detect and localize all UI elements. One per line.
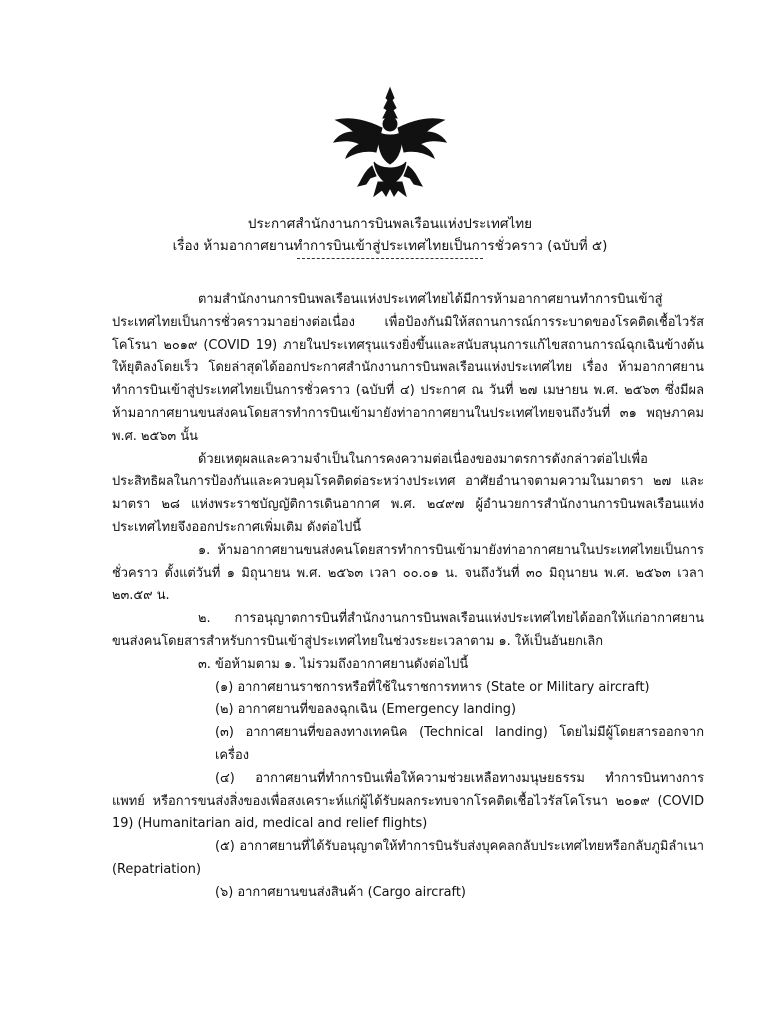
exemption-4: (๔) อากาศยานที่ทำการบินเพื่อให้ความช่วยเหลือทางมนุษยธรรม ทำการบินทางการแพทย์ หรือการขนส่งสิ่งของเพื่อสงเคราะห์แก่ผู้ได้รับผลกระทบจากโรคติดเชื้อไวรัสโคโรนา ๒๐๑๙ (COVID 19) (Humanitarian aid, medical and relief flights) <box>112 770 704 832</box>
exemption-6: (๖) อากาศยานขนส่งสินค้า (Cargo aircraft) <box>215 884 466 900</box>
paragraph-2: ด้วยเหตุผลและความจำเป็นในการคงความต่อเนื่องของมาตรการดังกล่าวต่อไปเพื่อประสิทธิผลในการป้องกันและควบคุมโรคติดต่อระหว่างประเทศ อาศัยอำนาจตามความในมาตรา ๒๗ และมาตรา ๒๘ แห่งพระราชบัญญัติการเดินอากาศ พ.ศ. ๒๔๙๗ ผู้อำนวยการสำนักงานการบินพลเรือนแห่งประเทศไทยจึงออกประกาศเพิ่มเติม ดังต่อไปนี้ <box>112 451 704 535</box>
clause-1: ๑. ห้ามอากาศยานขนส่งคนโดยสารทำการบินเข้ามายังท่าอากาศยานในประเทศไทยเป็นการชั่วคราว ตั้งแต่วันที่ ๑ มิถุนายน พ.ศ. ๒๕๖๓ เวลา ๐๐.๐๑ น. จนถึงวันที่ ๓๐ มิถุนายน พ.ศ. ๒๕๖๓ เวลา ๒๓.๕๙ น. <box>112 542 704 604</box>
announcement-body <box>112 289 704 905</box>
clause-3: ๓. ข้อห้ามตาม ๑. ไม่รวมถึงอากาศยานดังต่อไปนี้ <box>198 656 469 672</box>
exemption-5: (๕) อากาศยานที่ได้รับอนุญาตให้ทำการบินรับส่งบุคคลกลับประเทศไทยหรือกลับภูมิลำเนา (Repatriation) <box>112 839 704 877</box>
announcement-subject: เรื่อง ห้ามอากาศยานทำการบินเข้าสู่ประเทศไทยเป็นการชั่วคราว (ฉบับที่ ๕) <box>172 238 608 254</box>
exemption-2: (๒) อากาศยานที่ขอลงฉุกเฉิน (Emergency landing) <box>215 702 517 718</box>
exemption-1: (๑) อากาศยานราชการหรือที่ใช้ในราชการทหาร (State or Military aircraft) <box>215 679 650 695</box>
title-divider <box>297 258 483 259</box>
garuda-emblem-icon <box>330 86 450 198</box>
clause-2: ๒. การอนุญาตการบินที่สำนักงานการบินพลเรือนแห่งประเทศไทยได้ออกให้แก่อากาศยานขนส่งคนโดยสารสำหรับการบินเข้าสู่ประเทศไทยในช่วงระยะเวลาตาม ๑. ให้เป็นอันยกเลิก <box>112 611 704 649</box>
exemption-3: (๓) อากาศยานที่ขอลงทางเทคนิค (Technical landing) โดยไม่มีผู้โดยสารออกจากเครื่อง <box>215 725 704 763</box>
paragraph-1: ตามสำนักงานการบินพลเรือนแห่งประเทศไทยได้มีการห้ามอากาศยานทำการบินเข้าสู่ประเทศไทยเป็นการชั่วคราวมาอย่างต่อเนื่อง เพื่อป้องกันมิให้สถานการณ์การระบาดของโรคติดเชื้อไวรัสโคโรนา ๒๐๑๙ (COVID 19) ภายในประเทศรุนแรงยิ่งขึ้นและสนับสนุนการแก้ไขสถานการณ์ฉุกเฉินข้างต้นให้ยุติลงโดยเร็ว โดยล่าสุดได้ออกประกาศสำนักงานการบินพลเรือนแห่งประเทศไทย เรื่อง ห้ามอากาศยานทำการบินเข้าสู่ประเทศไทยเป็นการชั่วคราว (ฉบับที่ ๔) ประกาศ ณ วันที่ ๒๗ เมษายน พ.ศ. ๒๕๖๓ ซึ่งมีผลห้ามอากาศยานขนส่งคนโดยสารทำการบินเข้ามายังท่าอากาศยานในประเทศไทยจนถึงวันที่ ๓๑ พฤษภาคม พ.ศ. ๒๕๖๓ นั้น <box>112 292 704 444</box>
announcement-title: ประกาศสำนักงานการบินพลเรือนแห่งประเทศไทย <box>247 216 533 232</box>
